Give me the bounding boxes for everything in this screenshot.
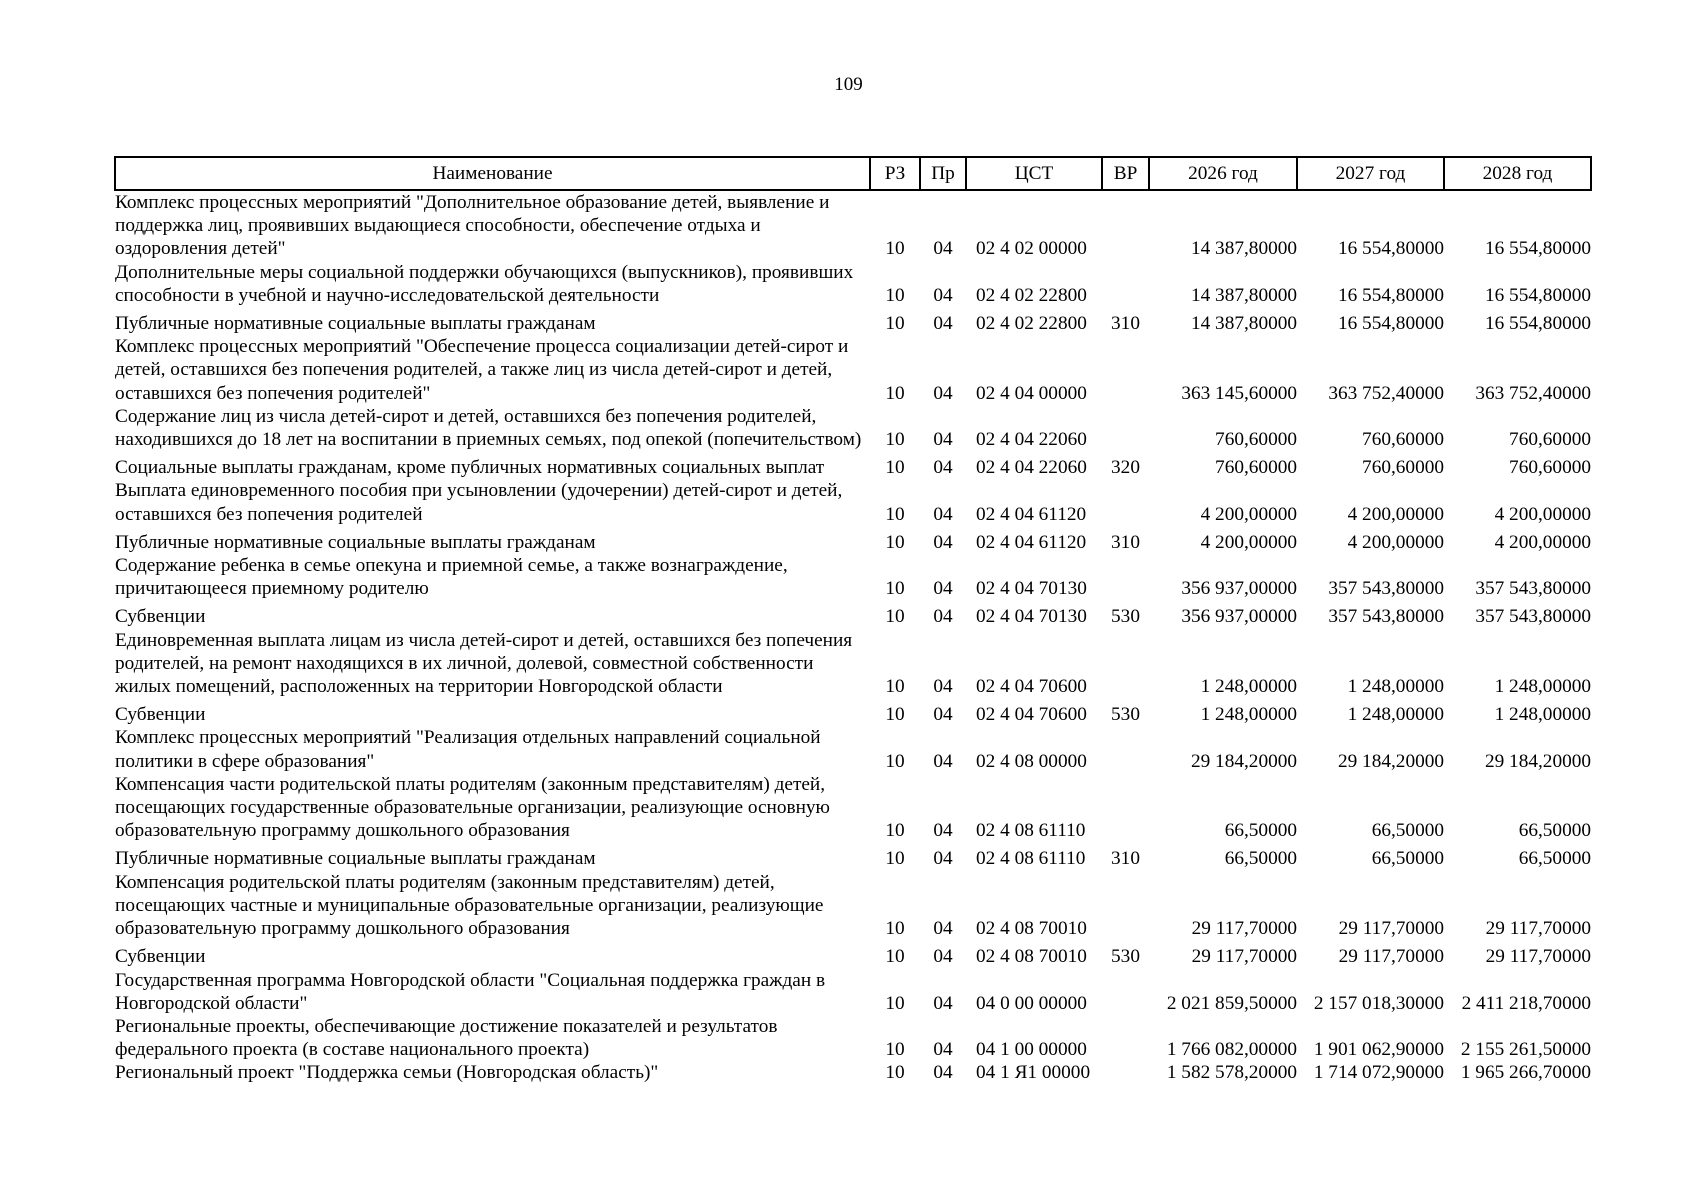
- cell-2026: 760,60000: [1215, 457, 1297, 479]
- budget-table: [114, 156, 1592, 1085]
- cell-cst: 02 4 04 70600: [976, 704, 1087, 726]
- cell-2026: 356 937,00000: [1181, 578, 1297, 600]
- cell-2028: 2 411 218,70000: [1461, 992, 1591, 1014]
- cell-cst: 02 4 04 22060: [976, 457, 1087, 479]
- cell-2027: 4 200,00000: [1347, 503, 1444, 525]
- cell-vr: [1102, 190, 1149, 261]
- table-row: [115, 261, 1591, 307]
- cell-2026: 1 766 082,00000: [1166, 1039, 1297, 1061]
- cell-2027: 1 248,00000: [1347, 676, 1444, 698]
- cell-vr: 320: [1111, 457, 1140, 479]
- cell-2028: 16 554,80000: [1484, 284, 1591, 306]
- table-row: [115, 842, 1591, 870]
- cell-rz: 10: [885, 992, 905, 1014]
- cell-2026: 363 145,60000: [1181, 382, 1297, 404]
- cell-vr: 530: [1111, 606, 1140, 628]
- cell-2026: 14 387,80000: [1190, 313, 1297, 335]
- table-row: [115, 773, 1591, 843]
- table-row: [115, 479, 1591, 525]
- cell-2028: 16 554,80000: [1484, 313, 1591, 335]
- cell-rz: 10: [885, 606, 905, 628]
- table-row: [115, 969, 1591, 1015]
- cell-vr: [1102, 969, 1149, 1015]
- cell-2028: 363 752,40000: [1475, 382, 1591, 404]
- cell-2027: 66,50000: [1371, 820, 1444, 842]
- table-row: [115, 726, 1591, 772]
- cell-2027: 16 554,80000: [1337, 284, 1444, 306]
- cell-2027: 357 543,80000: [1328, 578, 1444, 600]
- cell-cst: 02 4 02 22800: [976, 284, 1087, 306]
- table-row: [115, 335, 1591, 405]
- cell-2027: 16 554,80000: [1337, 238, 1444, 260]
- cell-name: Единовременная выплата лицам из числа детей-сирот и детей, оставшихся без попечения родителей, на ремонт находящихся в их личной, долевой, совместной собственности жилых помещений, расположенных на территории Новгородской области: [115, 629, 853, 698]
- cell-2027: 2 157 018,30000: [1313, 992, 1444, 1014]
- cell-cst: 02 4 04 61120: [976, 531, 1087, 553]
- table-header-row: [115, 157, 1591, 190]
- cell-2028: 66,50000: [1518, 820, 1591, 842]
- table-row: [115, 1061, 1591, 1084]
- cell-cst: 02 4 04 70130: [976, 578, 1087, 600]
- cell-2026: 760,60000: [1215, 429, 1297, 451]
- cell-rz: 10: [885, 578, 905, 600]
- cell-pr: 04: [933, 992, 953, 1014]
- cell-pr: 04: [933, 382, 953, 404]
- cell-name: Компенсация части родительской платы родителям (законным представителям) детей, посещающих государственные образовательные организации, реализующие основную образовательную программу дошкольного образования: [115, 773, 830, 842]
- cell-cst: 02 4 02 22800: [976, 313, 1087, 335]
- table-row: [115, 871, 1591, 941]
- cell-cst: 02 4 04 70600: [976, 676, 1087, 698]
- cell-cst: 04 0 00 00000: [976, 992, 1087, 1014]
- table-row: [115, 307, 1591, 335]
- cell-vr: 310: [1111, 531, 1140, 553]
- cell-name: Региональные проекты, обеспечивающие достижение показателей и результатов федерального проекта (в составе национального проекта): [115, 1015, 778, 1061]
- cell-name: Субвенции: [115, 946, 206, 968]
- cell-pr: 04: [933, 284, 953, 306]
- cell-2027: 4 200,00000: [1347, 531, 1444, 553]
- cell-name: Содержание ребенка в семье опекуна и приемной семье, а также вознаграждение, причитающееся приемному родителю: [115, 555, 788, 600]
- table-row: [115, 940, 1591, 968]
- table-row: [115, 629, 1591, 699]
- cell-cst: 02 4 08 00000: [976, 750, 1087, 772]
- cell-cst: 02 4 08 70010: [976, 918, 1087, 940]
- cell-pr: 04: [933, 1039, 953, 1061]
- table-row: [115, 451, 1591, 479]
- header-cst: ЦСТ: [966, 157, 1102, 190]
- cell-pr: 04: [933, 704, 953, 726]
- cell-vr: [1102, 405, 1149, 451]
- cell-cst: 02 4 02 00000: [976, 238, 1087, 260]
- cell-2027: 363 752,40000: [1328, 382, 1444, 404]
- cell-2026: 29 184,20000: [1190, 750, 1297, 772]
- cell-2028: 1 248,00000: [1494, 676, 1591, 698]
- header-name: Наименование: [115, 157, 870, 190]
- cell-name: Выплата единовременного пособия при усыновлении (удочерении) детей-сирот и детей, оставшихся без попечения родителей: [115, 480, 843, 525]
- cell-name: Компенсация родительской платы родителям (законным представителям) детей, посещающих частные и муниципальные образовательные организации, реализующие образовательную программу дошкольного образования: [115, 871, 824, 940]
- cell-2027: 29 117,70000: [1338, 918, 1444, 940]
- cell-name: Субвенции: [115, 606, 206, 628]
- cell-name: Комплекс процессных мероприятий "Обеспечение процесса социализации детей-сирот и детей, оставшихся без попечения родителей, а также лиц из числа детей-сирот и детей, оставшихся без попечения родителей": [115, 336, 849, 404]
- cell-pr: 04: [933, 1062, 953, 1084]
- cell-2026: 4 200,00000: [1200, 503, 1297, 525]
- cell-pr: 04: [933, 457, 953, 479]
- cell-cst: 02 4 04 70130: [976, 606, 1087, 628]
- cell-cst: 04 1 00 00000: [976, 1039, 1087, 1061]
- cell-vr: [1102, 554, 1149, 600]
- cell-2026: 4 200,00000: [1200, 531, 1297, 553]
- cell-2026: 356 937,00000: [1181, 606, 1297, 628]
- table-row: [115, 190, 1591, 261]
- table-row: [115, 526, 1591, 554]
- cell-cst: 04 1 Я1 00000: [976, 1062, 1091, 1084]
- cell-pr: 04: [933, 750, 953, 772]
- cell-pr: 04: [933, 946, 953, 968]
- cell-pr: 04: [933, 313, 953, 335]
- cell-rz: 10: [885, 676, 905, 698]
- cell-pr: 04: [933, 429, 953, 451]
- cell-2028: 357 543,80000: [1475, 578, 1591, 600]
- cell-rz: 10: [885, 457, 905, 479]
- cell-2028: 1 248,00000: [1494, 704, 1591, 726]
- header-2027: 2027 год: [1297, 157, 1444, 190]
- cell-2028: 760,60000: [1509, 429, 1591, 451]
- cell-2026: 14 387,80000: [1190, 238, 1297, 260]
- cell-rz: 10: [885, 503, 905, 525]
- cell-pr: 04: [933, 531, 953, 553]
- cell-name: Комплекс процессных мероприятий "Дополнительное образование детей, выявление и поддержка лиц, проявивших выдающиеся способности, обеспечение отдыха и оздоровления детей": [115, 192, 830, 260]
- cell-rz: 10: [885, 313, 905, 335]
- cell-cst: 02 4 08 61110: [976, 820, 1086, 842]
- cell-vr: [1102, 726, 1149, 772]
- cell-2028: 2 155 261,50000: [1460, 1039, 1591, 1061]
- cell-pr: 04: [933, 578, 953, 600]
- cell-vr: [1102, 261, 1149, 307]
- cell-2028: 29 184,20000: [1484, 750, 1591, 772]
- table-row: [115, 600, 1591, 628]
- cell-2027: 357 543,80000: [1328, 606, 1444, 628]
- table-row: [115, 1015, 1591, 1061]
- cell-pr: 04: [933, 606, 953, 628]
- cell-rz: 10: [885, 531, 905, 553]
- cell-rz: 10: [885, 284, 905, 306]
- header-vr: ВР: [1102, 157, 1149, 190]
- cell-vr: [1102, 1061, 1149, 1084]
- cell-2026: 29 117,70000: [1191, 946, 1297, 968]
- cell-2026: 1 248,00000: [1200, 676, 1297, 698]
- cell-vr: [1102, 335, 1149, 405]
- cell-pr: 04: [933, 820, 953, 842]
- cell-2028: 760,60000: [1509, 457, 1591, 479]
- header-rz: РЗ: [870, 157, 920, 190]
- cell-cst: 02 4 08 61110: [976, 848, 1086, 870]
- cell-rz: 10: [885, 946, 905, 968]
- header-2026: 2026 год: [1149, 157, 1297, 190]
- cell-cst: 02 4 04 22060: [976, 429, 1087, 451]
- cell-rz: 10: [885, 1062, 905, 1084]
- header-pr: Пр: [920, 157, 966, 190]
- cell-2028: 66,50000: [1518, 848, 1591, 870]
- cell-rz: 10: [885, 238, 905, 260]
- cell-rz: 10: [885, 382, 905, 404]
- cell-name: Содержание лиц из числа детей-сирот и детей, оставшихся без попечения родителей, находившихся до 18 лет на воспитании в приемных семьях, под опекой (попечительством): [115, 405, 862, 451]
- cell-2026: 1 248,00000: [1200, 704, 1297, 726]
- cell-2027: 29 184,20000: [1337, 750, 1444, 772]
- cell-2028: 16 554,80000: [1484, 238, 1591, 260]
- cell-2027: 1 248,00000: [1347, 704, 1444, 726]
- cell-pr: 04: [933, 676, 953, 698]
- cell-2026: 66,50000: [1224, 820, 1297, 842]
- cell-cst: 02 4 04 00000: [976, 382, 1087, 404]
- cell-name: Субвенции: [115, 704, 206, 726]
- cell-pr: 04: [933, 848, 953, 870]
- cell-name: Дополнительные меры социальной поддержки обучающихся (выпускников), проявивших способности в учебной и научно-исследовательской деятельности: [115, 261, 854, 306]
- cell-pr: 04: [933, 918, 953, 940]
- cell-rz: 10: [885, 1039, 905, 1061]
- table-row: [115, 698, 1591, 726]
- cell-name: Публичные нормативные социальные выплаты гражданам: [115, 531, 596, 553]
- cell-name: Публичные нормативные социальные выплаты гражданам: [115, 848, 596, 870]
- cell-2026: 66,50000: [1224, 848, 1297, 870]
- cell-vr: 530: [1111, 946, 1140, 968]
- cell-2028: 357 543,80000: [1475, 606, 1591, 628]
- cell-2028: 29 117,70000: [1485, 918, 1591, 940]
- cell-2026: 1 582 578,20000: [1166, 1062, 1297, 1084]
- table-row: [115, 554, 1591, 600]
- cell-cst: 02 4 04 61120: [976, 503, 1087, 525]
- table-row: [115, 405, 1591, 451]
- cell-vr: [1102, 871, 1149, 941]
- cell-2027: 1 714 072,90000: [1313, 1062, 1444, 1084]
- cell-2028: 29 117,70000: [1485, 946, 1591, 968]
- cell-2027: 66,50000: [1371, 848, 1444, 870]
- cell-2028: 4 200,00000: [1494, 531, 1591, 553]
- cell-name: Государственная программа Новгородской области "Социальная поддержка граждан в Новгородской области": [115, 969, 826, 1014]
- cell-2026: 2 021 859,50000: [1166, 992, 1297, 1014]
- header-2028: 2028 год: [1444, 157, 1591, 190]
- cell-vr: [1102, 629, 1149, 699]
- cell-2028: 4 200,00000: [1494, 503, 1591, 525]
- cell-name: Социальные выплаты гражданам, кроме публичных нормативных социальных выплат: [115, 457, 825, 479]
- cell-name: Комплекс процессных мероприятий "Реализация отдельных направлений социальной политики в сфере образования": [115, 727, 821, 772]
- cell-cst: 02 4 08 70010: [976, 946, 1087, 968]
- cell-rz: 10: [885, 750, 905, 772]
- page-number: 109: [834, 74, 863, 95]
- cell-rz: 10: [885, 848, 905, 870]
- cell-pr: 04: [933, 503, 953, 525]
- cell-vr: 530: [1111, 704, 1140, 726]
- cell-rz: 10: [885, 429, 905, 451]
- cell-2027: 1 901 062,90000: [1313, 1039, 1444, 1061]
- cell-name: Региональный проект "Поддержка семьи (Новгородская область)": [115, 1062, 659, 1084]
- cell-2027: 760,60000: [1362, 457, 1444, 479]
- cell-rz: 10: [885, 704, 905, 726]
- cell-2026: 14 387,80000: [1190, 284, 1297, 306]
- cell-name: Публичные нормативные социальные выплаты гражданам: [115, 313, 596, 335]
- cell-2026: 29 117,70000: [1191, 918, 1297, 940]
- cell-2027: 16 554,80000: [1337, 313, 1444, 335]
- cell-2027: 29 117,70000: [1338, 946, 1444, 968]
- cell-vr: [1102, 773, 1149, 843]
- table-body: [115, 190, 1591, 1085]
- cell-2028: 1 965 266,70000: [1460, 1062, 1591, 1084]
- cell-vr: 310: [1111, 313, 1140, 335]
- cell-pr: 04: [933, 238, 953, 260]
- cell-vr: [1102, 1015, 1149, 1061]
- cell-2027: 760,60000: [1362, 429, 1444, 451]
- cell-vr: [1102, 479, 1149, 525]
- cell-rz: 10: [885, 820, 905, 842]
- cell-rz: 10: [885, 918, 905, 940]
- cell-vr: 310: [1111, 848, 1140, 870]
